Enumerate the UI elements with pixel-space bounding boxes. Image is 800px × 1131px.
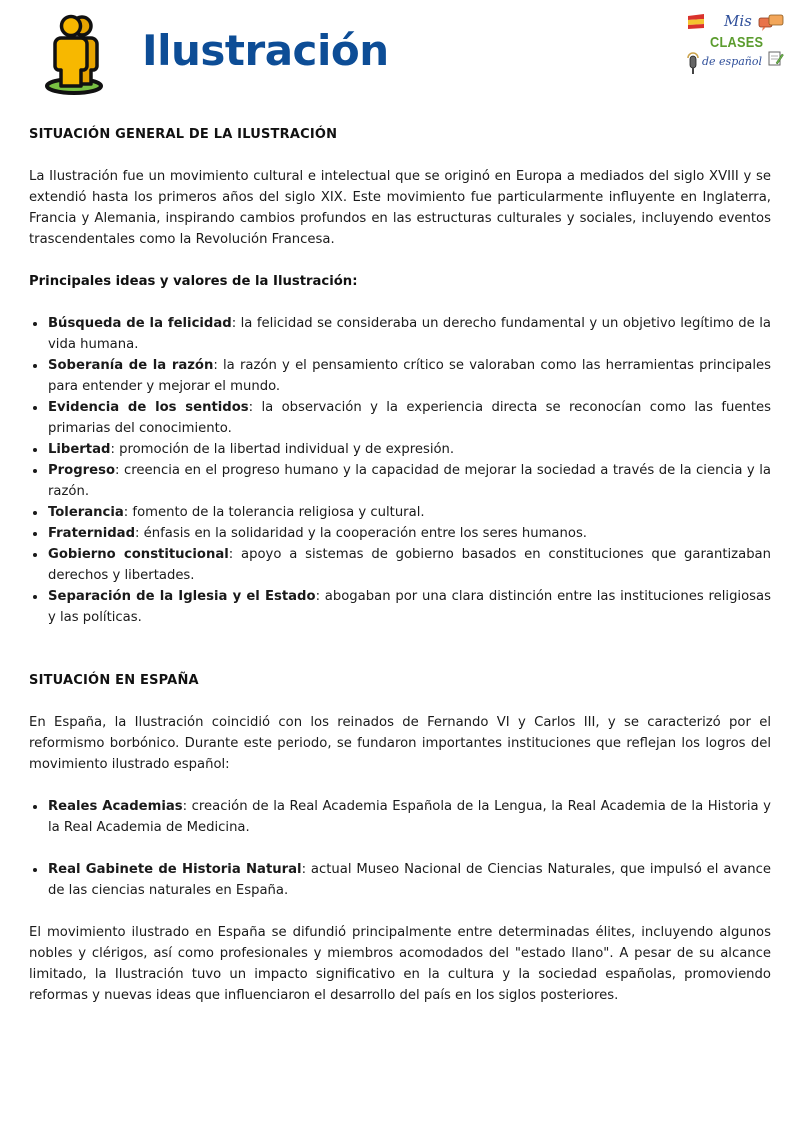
list-item-term: Progreso xyxy=(48,463,116,478)
list-item-term: Soberanía de la razón xyxy=(48,358,214,373)
list-item-text: : la razón y el pensamiento crítico se valoraban como las herramientas principales para entender y mejorar el mundo. xyxy=(48,358,771,394)
list-item xyxy=(48,502,771,523)
person-standing-icon xyxy=(44,12,108,96)
list-item-term: Gobierno constitucional xyxy=(48,547,229,562)
microphone-headphones-icon xyxy=(686,46,700,76)
list-item xyxy=(48,859,771,901)
notepad-pencil-icon xyxy=(768,50,784,66)
list-item-text: : actual Museo Nacional de Ciencias Naturales, que impulsó el avance de las ciencias naturales en España. xyxy=(48,862,772,898)
intro-paragraph: La Ilustración fue un movimiento cultural e intelectual que se originó en Europa a mediados del siglo XVIII y se extendió hasta los primeros años del siglo XIX. Este movimiento fue particularmente influyente en Inglaterra, Francia y Alemania, inspirando cambios profundos en las estructuras culturales y sociales, incluyendo eventos trascendentales como la Revolución Francesa. xyxy=(29,169,771,247)
list-item-text: : la observación y la experiencia directa se reconocían como las fuentes primarias del conocimiento. xyxy=(48,400,771,436)
list-item xyxy=(48,523,771,544)
list-item xyxy=(48,586,771,628)
list-item-text: : fomento de la tolerancia religiosa y cultural. xyxy=(123,505,425,520)
list-item-term: Tolerancia xyxy=(48,505,124,520)
speech-bubbles-icon xyxy=(758,14,784,32)
list-item-text: : apoyo a sistemas de gobierno basados en constituciones que garantizaban derechos y libertades. xyxy=(48,547,771,583)
institutions-list xyxy=(29,796,771,838)
ideas-list xyxy=(29,313,771,628)
list-item xyxy=(48,397,771,439)
list-item-term: Fraternidad xyxy=(48,526,136,541)
list-item-text: : creación de la Real Academia Española de la Lengua, la Real Academia de la Historia y la Real Academia de Medicina. xyxy=(48,799,771,835)
list-item xyxy=(48,460,771,502)
brand-line-mis: Mis xyxy=(724,12,752,30)
brand-logo xyxy=(684,8,788,84)
spain-paragraph-1: En España, la Ilustración coincidió con los reinados de Fernando VI y Carlos III, y se caracterizó por el reformismo borbónico. Durante este periodo, se fundaron importantes instituciones que reflejan los logros del movimiento ilustrado español: xyxy=(29,715,771,772)
list-item xyxy=(48,439,771,460)
list-item-text: : la felicidad se consideraba un derecho fundamental y un objetivo legítimo de la vida humana. xyxy=(48,316,771,352)
list-item-text: : abogaban por una clara distinción entre las instituciones religiosas y las políticas. xyxy=(48,589,771,625)
list-item-term: Libertad xyxy=(48,442,111,457)
brand-line-clases: CLASES xyxy=(710,34,764,51)
list-item-term: Evidencia de los sentidos xyxy=(48,400,249,415)
section-heading-spain: SITUACIÓN EN ESPAÑA xyxy=(29,673,199,688)
list-item xyxy=(48,544,771,586)
brand-line-espanol: de español xyxy=(702,55,763,68)
page-title: Ilustración xyxy=(142,26,389,75)
spain-paragraph-2: El movimiento ilustrado en España se difundió principalmente entre determinadas élites, incluyendo algunos nobles y clérigos, así como profesionales y miembros acomodados del "estado llano". A pesar de su alcance limitado, la Ilustración tuvo un impacto significativo en la cultura y la sociedad españolas, promoviendo reformas y nuevas ideas que influenciaron el desarrollo del país en los siglos posteriores. xyxy=(29,925,771,1003)
list-item xyxy=(48,313,771,355)
list-item xyxy=(48,355,771,397)
list-item-text: : promoción de la libertad individual y de expresión. xyxy=(110,442,455,457)
document-body xyxy=(29,124,771,1006)
list-item-term: Búsqueda de la felicidad xyxy=(48,316,232,331)
list-item-term: Real Gabinete de Historia Natural xyxy=(48,862,302,877)
list-item-term: Separación de la Iglesia y el Estado xyxy=(48,589,316,604)
list-item-text: : creencia en el progreso humano y la capacidad de mejorar la sociedad a través de la ciencia y la razón. xyxy=(48,463,771,499)
section-heading-general: SITUACIÓN GENERAL DE LA ILUSTRACIÓN xyxy=(29,127,338,142)
spain-flag-icon xyxy=(686,14,706,30)
page-header xyxy=(0,0,800,110)
list-item-term: Reales Academias xyxy=(48,799,183,814)
list-item xyxy=(48,796,771,838)
ideas-subheading: Principales ideas y valores de la Ilustración: xyxy=(29,274,358,289)
institutions-list-2 xyxy=(29,859,771,901)
list-item-text: : énfasis en la solidaridad y la cooperación entre los seres humanos. xyxy=(135,526,588,541)
